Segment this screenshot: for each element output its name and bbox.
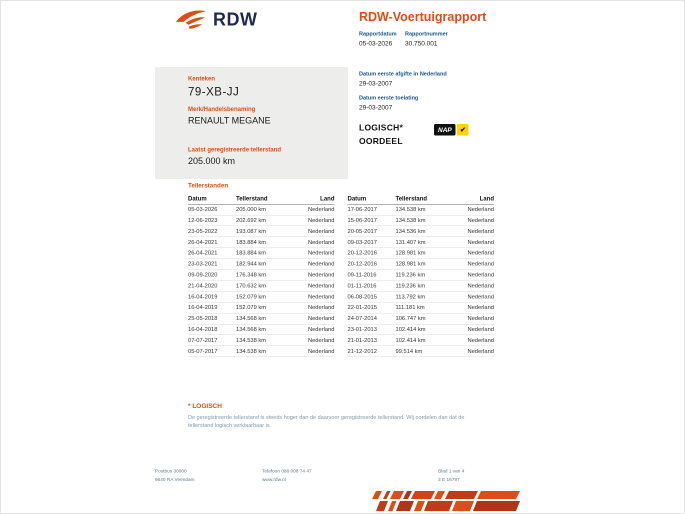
report-date-block [359, 31, 405, 47]
row-tellerstand: 193.087 km [236, 228, 267, 235]
row-datum: 16-04-2019 [188, 304, 218, 311]
table-row [348, 313, 495, 324]
report-number-value: 30.750.001 [405, 39, 438, 47]
toelating-value: 29-03-2007 [359, 103, 393, 111]
row-datum: 06-08-2015 [347, 293, 377, 300]
row-datum: 21-12-2012 [347, 348, 377, 355]
nap-check-icon: ✔ [457, 124, 469, 136]
row-datum: 17-06-2017 [347, 206, 377, 213]
table-row [188, 215, 335, 226]
row-datum: 20-12-2016 [347, 250, 377, 257]
footer-pagination [438, 467, 464, 484]
row-tellerstand: 134.538 km [395, 206, 426, 213]
row-datum: 21-04-2020 [188, 282, 218, 289]
registration-info [359, 71, 447, 119]
row-tellerstand: 152.079 km [236, 304, 267, 311]
row-land: Nederland [467, 261, 494, 268]
row-land: Nederland [467, 228, 494, 235]
table-row [348, 292, 495, 303]
row-tellerstand: 182.944 km [236, 261, 267, 268]
column-header-tellerstand: Tellerstand [395, 195, 428, 203]
row-tellerstand: 99.514 km [395, 348, 423, 355]
footer-stripes-graphic [372, 491, 522, 511]
table-row [188, 335, 335, 346]
row-tellerstand: 202.692 km [236, 217, 267, 224]
table-row [188, 346, 335, 357]
tellerstanden-table-right [348, 194, 495, 357]
table-row [188, 270, 335, 281]
row-land: Nederland [467, 293, 494, 300]
afgifte-label: Datum eerste afgifte in Nederland [359, 71, 447, 77]
rdw-eagle-icon [174, 7, 208, 32]
afgifte-value: 29-03-2007 [359, 79, 393, 87]
kenteken-value: 79-XB-JJ [188, 85, 240, 98]
row-land: Nederland [467, 315, 494, 322]
table-row [348, 237, 495, 248]
oordeel-text [359, 121, 403, 148]
table-row [348, 215, 495, 226]
row-land: Nederland [307, 304, 335, 311]
row-tellerstand: 102.414 km [395, 326, 426, 333]
row-land: Nederland [307, 271, 335, 278]
oordeel-line2: OORDEEL [359, 136, 403, 146]
row-datum: 23-01-2013 [347, 326, 377, 333]
row-datum: 05-07-2017 [188, 348, 218, 355]
footer-contact [262, 467, 312, 484]
row-land: Nederland [307, 250, 335, 257]
row-land: Nederland [307, 261, 335, 268]
row-datum: 26-04-2021 [188, 250, 218, 257]
row-datum: 07-07-2017 [188, 337, 218, 344]
table-row [188, 302, 335, 313]
row-land: Nederland [307, 217, 335, 224]
row-land: Nederland [467, 337, 494, 344]
row-tellerstand: 134.536 km [395, 228, 426, 235]
footer-document-code: 3 E 16797 [438, 477, 460, 483]
row-datum: 22-01-2015 [347, 304, 377, 311]
row-land: Nederland [307, 315, 335, 322]
oordeel-line1: LOGISCH* [359, 123, 404, 133]
tellerstanden-section [188, 182, 494, 357]
row-datum: 09-03-2017 [347, 239, 377, 246]
row-datum: 23-03-2021 [188, 261, 218, 268]
table-row [188, 281, 335, 292]
row-tellerstand: 128.981 km [395, 250, 426, 257]
row-tellerstand: 134.538 km [236, 337, 267, 344]
row-tellerstand: 183.884 km [236, 250, 267, 257]
row-land: Nederland [307, 228, 335, 235]
report-date-label: Rapportdatum [359, 31, 397, 37]
table-row [348, 204, 495, 215]
row-tellerstand: 119.236 km [395, 271, 426, 278]
page-title: RDW-Voertuigrapport [359, 10, 487, 24]
kenteken-label: Kenteken [188, 75, 216, 82]
row-datum: 24-07-2014 [347, 315, 377, 322]
row-datum: 23-05-2022 [188, 228, 218, 235]
report-number-block [405, 31, 448, 47]
vehicle-summary-box [155, 67, 348, 179]
logisch-footnote [188, 402, 503, 430]
table-header-row [348, 194, 495, 205]
row-tellerstand: 131.407 km [395, 239, 426, 246]
row-tellerstand: 183.884 km [236, 239, 267, 246]
row-land: Nederland [467, 304, 494, 311]
row-datum: 09-11-2016 [347, 271, 377, 278]
row-datum: 26-04-2021 [188, 239, 218, 246]
table-row [188, 248, 335, 259]
footer-address-line2: 9640 RA Veendam [155, 477, 195, 483]
tellerstanden-table-left [188, 194, 335, 357]
table-row [348, 248, 495, 259]
report-meta [359, 31, 448, 47]
nap-logo [434, 124, 469, 136]
row-land: Nederland [307, 282, 335, 289]
row-datum: 20-05-2017 [347, 228, 377, 235]
table-row [348, 270, 495, 281]
row-datum: 15-06-2017 [347, 217, 377, 224]
table-row [188, 226, 335, 237]
report-date-value: 05-03-2026 [359, 39, 393, 47]
footer-website-link[interactable]: www.rdw.nl [262, 477, 286, 483]
merk-label: Merk/Handelsbenaming [188, 105, 256, 113]
row-datum: 25-05-2018 [188, 315, 218, 322]
nap-wordmark: NAP [434, 124, 456, 136]
table-row [348, 346, 495, 357]
row-tellerstand: 113.792 km [395, 293, 426, 300]
row-tellerstand: 106.747 km [395, 315, 426, 322]
row-land: Nederland [467, 271, 494, 278]
row-tellerstand: 134.568 km [236, 315, 267, 322]
row-datum: 09-09-2020 [188, 271, 218, 278]
rdw-logo-wordmark: RDW [213, 9, 258, 30]
tellerstanden-title: Tellerstanden [188, 182, 229, 189]
row-tellerstand: 170.632 km [236, 282, 267, 289]
row-land: Nederland [307, 206, 335, 213]
column-header-land: Land [479, 195, 494, 203]
row-land: Nederland [307, 326, 335, 333]
row-datum: 20-12-2016 [347, 261, 377, 268]
footer-page-number: Blad 1 van 4 [438, 468, 465, 474]
row-land: Nederland [307, 293, 335, 300]
table-row [348, 259, 495, 270]
row-datum: 12-06-2023 [188, 217, 218, 224]
laatste-tellerstand-value: 205.000 km [188, 156, 236, 166]
footer-phone: Telefoon 088 008 74 47 [262, 468, 312, 474]
footer-address [155, 467, 195, 484]
table-row [188, 292, 335, 303]
row-tellerstand: 111.181 km [395, 304, 425, 311]
row-tellerstand: 134.568 km [236, 326, 267, 333]
row-land: Nederland [307, 348, 335, 355]
row-datum: 01-11-2016 [347, 282, 377, 289]
footnote-title: * LOGISCH [188, 402, 222, 410]
table-row [348, 226, 495, 237]
row-land: Nederland [467, 250, 494, 257]
row-tellerstand: 152.079 km [236, 293, 267, 300]
row-land: Nederland [467, 348, 494, 355]
row-land: Nederland [307, 337, 335, 344]
table-row [188, 237, 335, 248]
table-row [348, 302, 495, 313]
row-tellerstand: 102.414 km [395, 337, 426, 344]
row-land: Nederland [467, 282, 494, 289]
report-number-label: Rapportnummer [405, 31, 448, 37]
merk-value: RENAULT MEGANE [188, 115, 271, 126]
table-header-row [188, 194, 335, 205]
table-row [188, 324, 335, 335]
table-row [188, 204, 335, 215]
row-datum: 16-04-2018 [188, 326, 218, 333]
footnote-line2: tellerstand logisch verklaarbaar is. [188, 422, 272, 429]
column-header-tellerstand: Tellerstand [236, 195, 268, 203]
row-datum: 05-03-2026 [188, 206, 218, 213]
row-land: Nederland [307, 239, 335, 246]
column-header-land: Land [320, 195, 335, 203]
row-land: Nederland [467, 326, 494, 333]
row-tellerstand: 176.348 km [236, 271, 267, 278]
footnote-line1: De geregistreerde tellerstand is steeds hoger dan de daarvoor geregistreerde tellerstand. Wij oordelen dan dat de [188, 414, 465, 421]
rdw-logo [174, 7, 257, 32]
table-row [348, 324, 495, 335]
column-header-datum: Datum [347, 195, 367, 203]
column-header-datum: Datum [188, 195, 207, 203]
row-datum: 21-01-2013 [347, 337, 377, 344]
row-land: Nederland [467, 239, 494, 246]
toelating-label: Datum eerste toelating [359, 95, 419, 101]
table-row [188, 259, 335, 270]
table-row [188, 313, 335, 324]
table-row [348, 335, 495, 346]
row-land: Nederland [467, 217, 494, 224]
row-datum: 16-04-2019 [188, 293, 218, 300]
table-row [348, 281, 495, 292]
row-tellerstand: 119.236 km [395, 282, 426, 289]
row-tellerstand: 134.538 km [236, 348, 267, 355]
laatste-tellerstand-label: Laatst geregistreerde tellerstand [188, 146, 282, 153]
row-tellerstand: 134.538 km [395, 217, 426, 224]
row-land: Nederland [467, 206, 494, 213]
footnote-text [188, 414, 503, 430]
row-tellerstand: 205.000 km [236, 206, 267, 213]
footer-address-line1: Postbus 30000 [155, 468, 187, 474]
row-tellerstand: 128.981 km [395, 261, 426, 268]
